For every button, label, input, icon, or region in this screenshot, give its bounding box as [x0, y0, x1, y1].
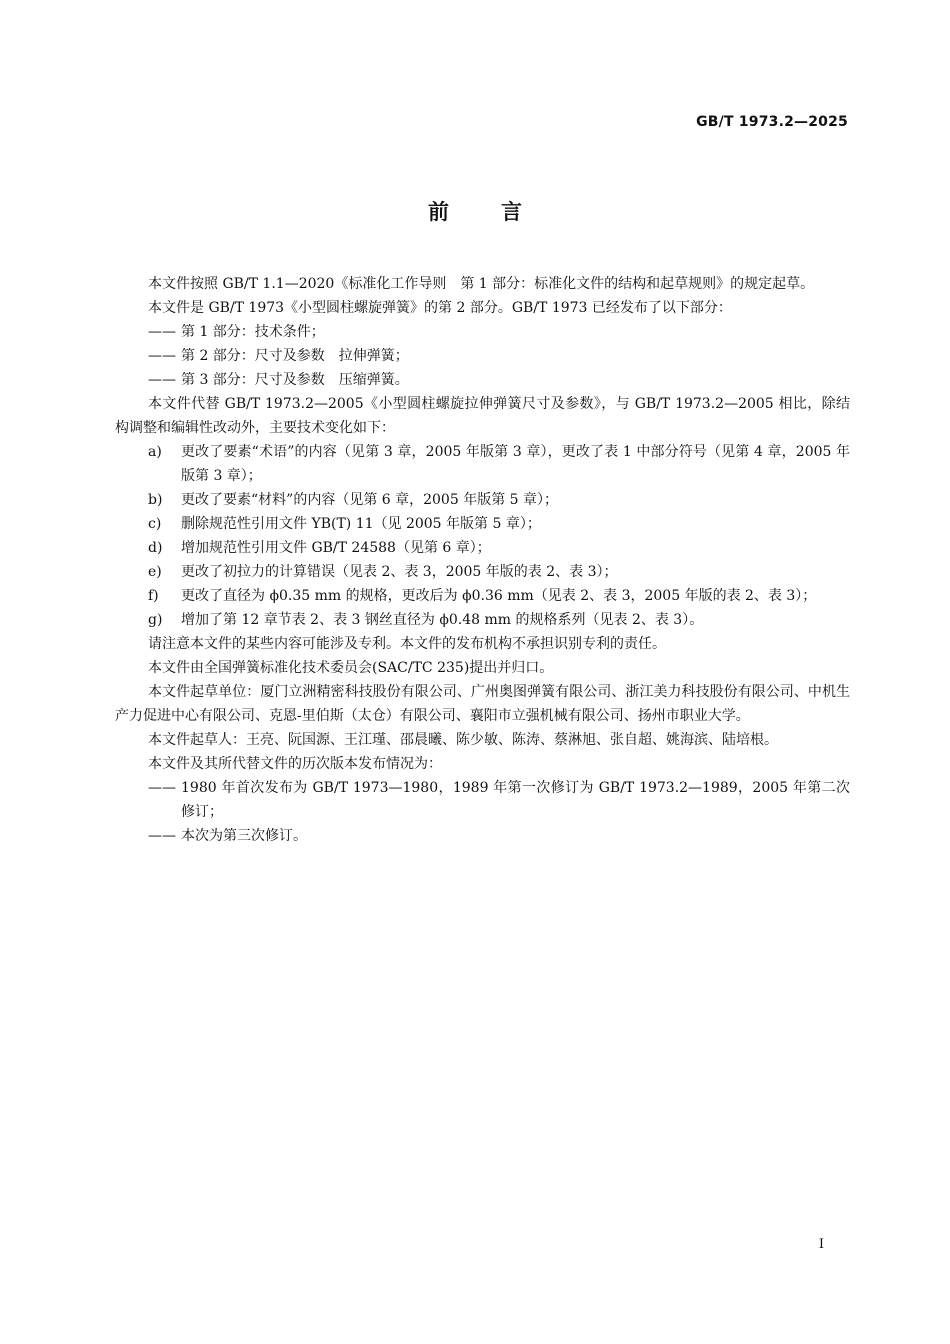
item-label: d) [148, 540, 163, 556]
list-item-text: 1980 年首次发布为 GB/T 1973—1980，1989 年第一次修订为 GB/T 1973.2—1989，2005 年第二次修订； [181, 780, 850, 820]
paragraph-drafting-rules: 本文件按照 GB/T 1.1—2020《标准化工作导则 第 1 部分：标准化文件的结构和起草规则》的规定起草。 [148, 276, 815, 292]
paragraph-drafting-units: 本文件起草单位：厦门立洲精密科技股份有限公司、广州奥图弹簧有限公司、浙江美力科技股份有限公司、中机生产力促进中心有限公司、克恩-里伯斯（太仓）有限公司、襄阳市立强机械有限公司、扬州市职业大学。 [115, 684, 850, 724]
standard-code: GB/T 1973.2—2025 [696, 114, 848, 130]
list-item-text: 更改了直径为 ϕ0.35 mm 的规格，更改后为 ϕ0.36 mm（见表 2、表 3，2005 年版的表 2、表 3）； [181, 588, 817, 604]
list-item [115, 440, 850, 488]
paragraph-history-intro: 本文件及其所代替文件的历次版本发布情况为： [148, 756, 442, 772]
item-label: e) [148, 564, 162, 580]
paragraph-replacement: 本文件代替 GB/T 1973.2—2005《小型圆柱螺旋拉伸弹簧尺寸及参数》，与 GB/T 1973.2—2005 相比，除结构调整和编辑性改动外，主要技术变化如下： [115, 396, 850, 436]
list-item [115, 824, 850, 848]
list-item [115, 560, 850, 584]
list-item-text: 更改了初拉力的计算错误（见表 2、表 3，2005 年版的表 2、表 3）； [181, 564, 618, 580]
list-item-text: 第 2 部分：尺寸及参数 拉伸弹簧； [181, 348, 409, 364]
page-title [0, 196, 950, 226]
list-item-text: 增加规范性引用文件 GB/T 24588（见第 6 章）； [181, 540, 491, 556]
list-item [115, 608, 850, 632]
list-item-text: 第 3 部分：尺寸及参数 压缩弹簧。 [181, 372, 409, 388]
list-item-text: 更改了要素“材料”的内容（见第 6 章，2005 年版第 5 章）； [181, 492, 559, 508]
paragraph-drafters: 本文件起草人：王亮、阮国源、王江瑾、邵晨曦、陈少敏、陈涛、蔡淋旭、张自超、姚海滨、陆培根。 [148, 732, 778, 748]
dash-marker: —— [148, 372, 176, 388]
list-item [115, 536, 850, 560]
page-number: I [818, 1237, 824, 1252]
list-item-text: 增加了第 12 章节表 2、表 3 钢丝直径为 ϕ0.48 mm 的规格系列（见表 2、表 3）。 [181, 612, 704, 628]
list-item [115, 488, 850, 512]
list-item [115, 584, 850, 608]
dash-marker: —— [148, 828, 176, 844]
dash-marker: —— [148, 780, 176, 796]
item-label: c) [148, 516, 162, 532]
dash-marker: —— [148, 348, 176, 364]
list-item [115, 512, 850, 536]
title-char-1: 前 [428, 200, 449, 224]
dash-marker: —— [148, 324, 176, 340]
item-label: g) [148, 612, 163, 628]
list-item-text: 删除规范性引用文件 YB(T) 11（见 2005 年版第 5 章）； [181, 516, 541, 532]
title-char-2: 言 [501, 200, 522, 224]
list-item-text: 第 1 部分：技术条件； [181, 324, 325, 340]
item-label: b) [148, 492, 163, 508]
paragraph-part-info: 本文件是 GB/T 1973《小型圆柱螺旋弹簧》的第 2 部分。GB/T 1973 已经发布了以下部分： [148, 300, 732, 316]
list-item [115, 368, 850, 392]
list-item-text: 更改了要素“术语”的内容（见第 3 章，2005 年版第 3 章），更改了表 1 中部分符号（见第 4 章，2005 年版第 3 章）； [181, 444, 850, 484]
item-label: f) [148, 588, 159, 604]
paragraph-patent-notice: 请注意本文件的某些内容可能涉及专利。本文件的发布机构不承担识别专利的责任。 [148, 636, 666, 652]
list-item-text: 本次为第三次修订。 [181, 828, 307, 844]
paragraph-committee: 本文件由全国弹簧标准化技术委员会(SAC/TC 235)提出并归口。 [148, 660, 554, 676]
list-item [115, 776, 850, 824]
item-label: a) [148, 444, 162, 460]
list-item [115, 344, 850, 368]
list-item [115, 320, 850, 344]
document-body [115, 272, 850, 848]
